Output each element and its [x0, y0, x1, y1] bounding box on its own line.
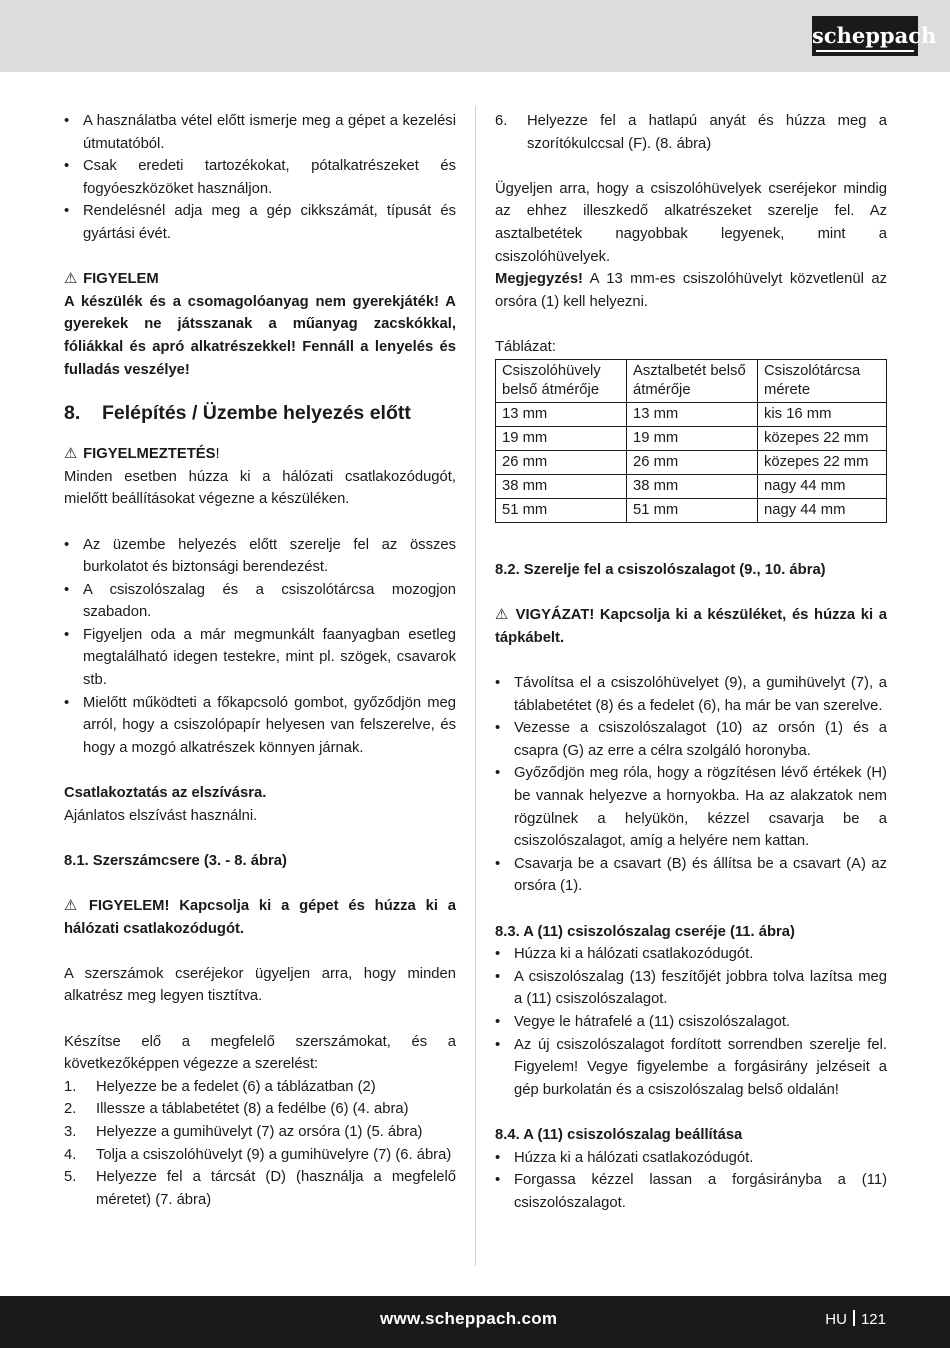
list-item: • Húzza ki a hálózati csatlakozódugót. [495, 943, 887, 966]
page-number: 121 [860, 1311, 886, 1328]
page-indicator [825, 1310, 886, 1328]
table-header-cell: Csiszolóhüvely belső átmérője [496, 359, 627, 402]
table-header-cell: Asztalbetét belső átmérője [627, 359, 758, 402]
list-item: • Távolítsa el a csiszolóhüvelyet (9), a gumihüvelyt (7), a táblabetétet (8) és a fedelet (6), ha már be van szerelve. [495, 672, 887, 717]
subsection-heading: 8.2. Szerelje fel a csiszolószalagot (9., 10. ábra) [495, 562, 826, 579]
note-text: Ügyeljen arra, hogy a csiszolóhüvelyek cseréjekor mindig az ehhez illeszkedő alkatrészeket szerelje fel. Az asztalbetétek nagyobbak legyenek, mint a csiszolóhüvelyek. [495, 180, 887, 265]
size-table [495, 359, 887, 523]
list-item: • Csak eredeti tartozékokat, pótalkatrészeket és fogyóeszközöket használjon. [64, 155, 456, 200]
list-item: • Csavarja be a csavart (B) és állítsa be a csavart (A) az orsóra (1). [495, 853, 887, 898]
adjust-bullet-list [495, 1147, 887, 1215]
table-header-cell: Csiszolótárcsa mérete [758, 359, 887, 402]
belt-bullet-list [495, 672, 887, 898]
section-title: Felépítés / Üzembe helyezés előtt [102, 402, 411, 425]
extraction-heading: Csatlakoztatás az elszívásra. [64, 785, 267, 802]
brand-logo: scheppach [812, 16, 918, 56]
list-item: • Húzza ki a hálózati csatlakozódugót. [495, 1147, 887, 1170]
table-row [496, 450, 887, 474]
list-item: 6. Helyezze fel a hatlapú anyát és húzza meg a szorítókulccsal (F). (8. ábra) [495, 113, 887, 152]
extraction-text: Ajánlatos elszívást használni. [64, 807, 258, 824]
subsection-heading: 8.1. Szerszámcsere (3. - 8. ábra) [64, 852, 287, 869]
remark-text: Megjegyzés! A 13 mm-es csiszolóhüvelyt közvetlenül az orsóra (1) kell helyezni. [495, 271, 887, 310]
table-row [496, 402, 887, 426]
warning-triangle-icon: ⚠ [495, 607, 509, 624]
list-item: 1. Helyezze be a fedelet (6) a táblázatban (2) [64, 1078, 376, 1095]
list-item: 4. Tolja a csiszolóhüvelyt (9) a gumihüvelyre (7) (6. ábra) [64, 1146, 452, 1163]
table-cell: kis 16 mm [758, 402, 887, 426]
section-number: 8. [64, 402, 81, 425]
warning-text: ⚠ VIGYÁZAT! Kapcsolja ki a készüléket, és húzza ki a tápkábelt. [495, 604, 887, 649]
warning-text: ⚠ FIGYELEM! Kapcsolja ki a gépet és húzza ki a hálózati csatlakozódugót. [64, 895, 456, 940]
list-item: • A csiszolószalag (13) feszítőjét jobbra tolva lazítsa meg a (11) csiszolószalagot. [495, 966, 887, 1011]
list-item: • Vegye le hátrafelé a (11) csiszolószalagot. [495, 1011, 887, 1034]
list-item: 3. Helyezze a gumihüvelyt (7) az orsóra (1) (5. ábra) [64, 1123, 423, 1140]
language-code: HU [825, 1311, 847, 1328]
list-item: 2. Illessze a táblabetétet (8) a fedélbe (6) (4. abra) [64, 1101, 409, 1118]
list-item: • Vezesse a csiszolószalagot (10) az orsón (1) és a csapra (G) az erre a célra szolgáló horonyba. [495, 717, 887, 762]
table-row [496, 474, 887, 498]
table-row [496, 426, 887, 450]
warning-heading: ⚠ FIGYELEM [64, 268, 456, 291]
list-item: 5. Helyezze fel a tárcsát (D) (használja a megfelelő méretet) (7. ábra) [64, 1169, 456, 1208]
list-item: • Forgassa kézzel lassan a forgásirányba a (11) csiszolószalagot. [495, 1169, 887, 1214]
section-heading [64, 400, 456, 426]
intro-bullet-list [64, 110, 456, 246]
list-item: • Az üzembe helyezés előtt szerelje fel az összes burkolatot és biztonsági berendezést. [64, 534, 456, 579]
table-cell: 26 mm [627, 450, 758, 474]
warning-text: A készülék és a csomagolóanyag nem gyerekjáték! A gyerekek ne játsszanak a műanyag zacskókkal, fóliákkal és apró alkatrészekkel! Fennáll a lenyelés és fulladás veszélye! [64, 293, 456, 378]
table-row [496, 498, 887, 522]
table-cell: nagy 44 mm [758, 498, 887, 522]
list-item: • A használatba vétel előtt ismerje meg a gépet a kezelési útmutatóból. [64, 110, 456, 155]
footer-website-link[interactable]: www.scheppach.com [380, 1309, 558, 1328]
table-cell: 26 mm [496, 450, 627, 474]
list-item: • Az új csiszolószalagot fordított sorrendben szerelje fel. Figyelem! Vegye figyelembe a forgásirány jelzéseit a gép burkolatán és a csiszolószalag belső oldalán! [495, 1034, 887, 1102]
right-column [495, 110, 887, 1214]
prepare-text: Készítse elő a megfelelő szerszámokat, és a következőképpen végezze a szerelést: [64, 1033, 456, 1073]
table-header-row [496, 359, 887, 402]
table-cell: 38 mm [627, 474, 758, 498]
list-item: • Figyeljen oda a már megmunkált faanyagban esetleg megtalálható idegen testekre, mint pl. szögek, csavarok stb. [64, 624, 456, 692]
table-cell: 51 mm [627, 498, 758, 522]
list-item: • A csiszolószalag és a csiszolótárcsa mozogjon szabadon. [64, 579, 456, 624]
table-cell: 13 mm [496, 402, 627, 426]
subsection-heading: 8.3. A (11) csiszolószalag cseréje (11. ábra) [495, 923, 795, 940]
warning-heading: ⚠ FIGYELMEZTETÉS! [64, 443, 456, 466]
setup-bullet-list [64, 534, 456, 760]
table-cell: 38 mm [496, 474, 627, 498]
list-item: • Rendelésnél adja meg a gép cikkszámát, típusát és gyártási évét. [64, 200, 456, 245]
steps-list-continued [495, 110, 887, 155]
table-cell: nagy 44 mm [758, 474, 887, 498]
warning-triangle-icon: ⚠ [64, 271, 78, 288]
table-cell: 51 mm [496, 498, 627, 522]
header-bar [0, 0, 950, 72]
table-cell: 13 mm [627, 402, 758, 426]
table-cell: közepes 22 mm [758, 426, 887, 450]
list-item: • Győződjön meg róla, hogy a rögzítésen lévő értékek (H) be vannak helyezve a hornyokba. Ha az alakzatok nem rögzülnek a helyükön, kézzel csavarja be a csiszolószalagot, amíg a helyére nem kattan. [495, 762, 887, 852]
warning-triangle-icon: ⚠ [64, 446, 78, 463]
replace-bullet-list [495, 943, 887, 1101]
warning-triangle-icon: ⚠ [64, 898, 78, 914]
table-cell: közepes 22 mm [758, 450, 887, 474]
list-item: • Mielőtt működteti a főkapcsoló gombot, győződjön meg arról, hogy a csiszolópapír helyesen van felszerelve, és hogy a mozgó alkatrészek könnyen járnak. [64, 692, 456, 760]
column-divider [475, 106, 476, 1266]
left-column [64, 110, 456, 1211]
table-cell: 19 mm [627, 426, 758, 450]
tool-change-text: A szerszámok cseréjekor ügyeljen arra, hogy minden alkatrész meg legyen tisztítva. [64, 965, 456, 1005]
table-cell: 19 mm [496, 426, 627, 450]
steps-list [64, 1076, 456, 1212]
table-label: Táblázat: [495, 338, 556, 355]
subsection-heading: 8.4. A (11) csiszolószalag beállítása [495, 1126, 743, 1143]
warning-text: Minden esetben húzza ki a hálózati csatlakozódugót, mielőtt beállításokat végezne a készüléken. [64, 468, 456, 508]
